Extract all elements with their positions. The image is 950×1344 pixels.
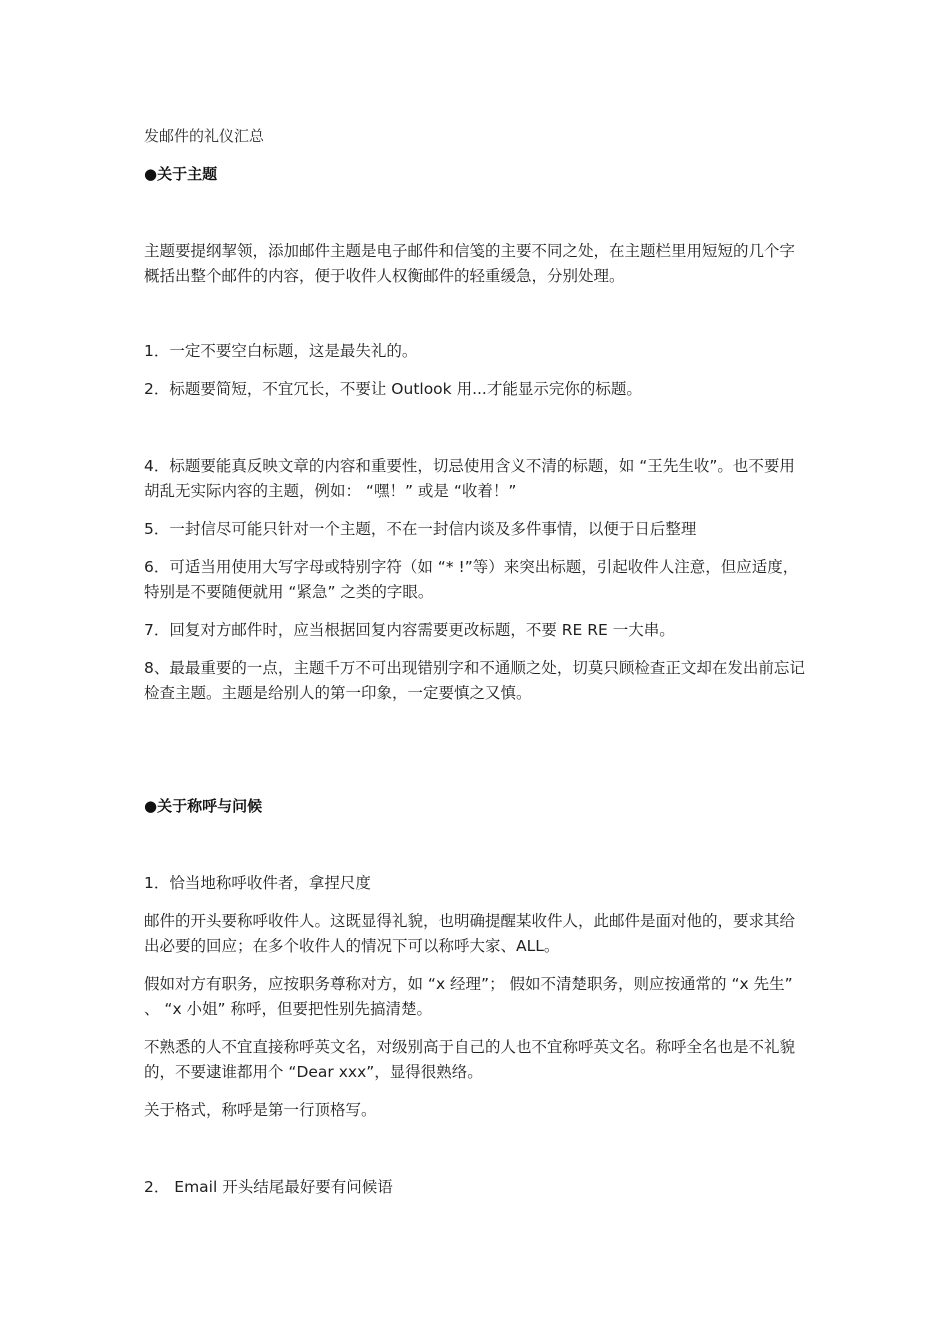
spacer bbox=[144, 896, 808, 909]
document-page bbox=[144, 124, 808, 1200]
greeting-item-1-title: 1．恰当地称呼收件者，拿捏尺度 bbox=[144, 874, 371, 892]
subject-item-6: 6．可适当用使用大写字母或特别字符（如 “* !”等）来突出标题，引起收件人注意，但应适度，特别是不要随便就用 “紧急” 之类的字眼。 bbox=[144, 558, 799, 601]
subject-item-5: 5．一封信尽可能只针对一个主题，不在一封信内谈及多件事情，以便于日后整理 bbox=[144, 520, 697, 538]
spacer bbox=[144, 1123, 808, 1175]
spacer bbox=[144, 605, 808, 618]
spacer bbox=[144, 187, 808, 239]
greeting-paragraph-2: 假如对方有职务，应按职务尊称对方，如 “x 经理”； 假如不清楚职务，则应按通常的 “x 先生” 、 “x 小姐” 称呼，但要把性别先搞清楚。 bbox=[144, 975, 793, 1018]
subject-item-8: 8、最最重要的一点，主题千万不可出现错别字和不通顺之处，切莫只顾检查正文却在发出前忘记检查主题。主题是给别人的第一印象，一定要慎之又慎。 bbox=[144, 659, 805, 702]
spacer bbox=[144, 504, 808, 517]
subject-item-7: 7．回复对方邮件时，应当根据回复内容需要更改标题，不要 RE RE 一大串。 bbox=[144, 621, 675, 639]
document-title: 发邮件的礼仪汇总 bbox=[144, 127, 265, 145]
greeting-paragraph-4: 关于格式，称呼是第一行顶格写。 bbox=[144, 1101, 377, 1119]
spacer bbox=[144, 1022, 808, 1035]
spacer bbox=[144, 364, 808, 377]
spacer bbox=[144, 643, 808, 656]
section-heading-subject: ●关于主题 bbox=[144, 165, 218, 183]
subject-item-2: 2．标题要简短，不宜冗长，不要让 Outlook 用...才能显示完你的标题。 bbox=[144, 380, 642, 398]
spacer bbox=[144, 1085, 808, 1098]
spacer bbox=[144, 289, 808, 339]
spacer bbox=[144, 819, 808, 871]
subject-item-1: 1．一定不要空白标题，这是最失礼的。 bbox=[144, 342, 418, 360]
section-heading-greeting: ●关于称呼与问候 bbox=[144, 797, 263, 815]
greeting-item-2-title: 2． Email 开头结尾最好要有问候语 bbox=[144, 1178, 393, 1196]
greeting-paragraph-1: 邮件的开头要称呼收件人。这既显得礼貌，也明确提醒某收件人，此邮件是面对他的，要求其给出必要的回应；在多个收件人的情况下可以称呼大家、ALL。 bbox=[144, 912, 796, 955]
spacer bbox=[144, 706, 808, 794]
spacer bbox=[144, 542, 808, 555]
subject-intro-paragraph: 主题要提纲挈领，添加邮件主题是电子邮件和信笺的主要不同之处，在主题栏里用短短的几个字概括出整个邮件的内容，便于收件人权衡邮件的轻重缓急，分别处理。 bbox=[144, 242, 796, 285]
spacer bbox=[144, 149, 808, 162]
greeting-paragraph-3: 不熟悉的人不宜直接称呼英文名，对级别高于自己的人也不宜称呼英文名。称呼全名也是不礼貌的，不要逮谁都用个 “Dear xxx”，显得很熟络。 bbox=[144, 1038, 796, 1081]
subject-item-4: 4．标题要能真反映文章的内容和重要性，切忌使用含义不清的标题，如 “王先生收”。也不要用胡乱无实际内容的主题，例如： “嘿！” 或是 “收着！” bbox=[144, 457, 795, 500]
spacer bbox=[144, 959, 808, 972]
spacer bbox=[144, 402, 808, 454]
